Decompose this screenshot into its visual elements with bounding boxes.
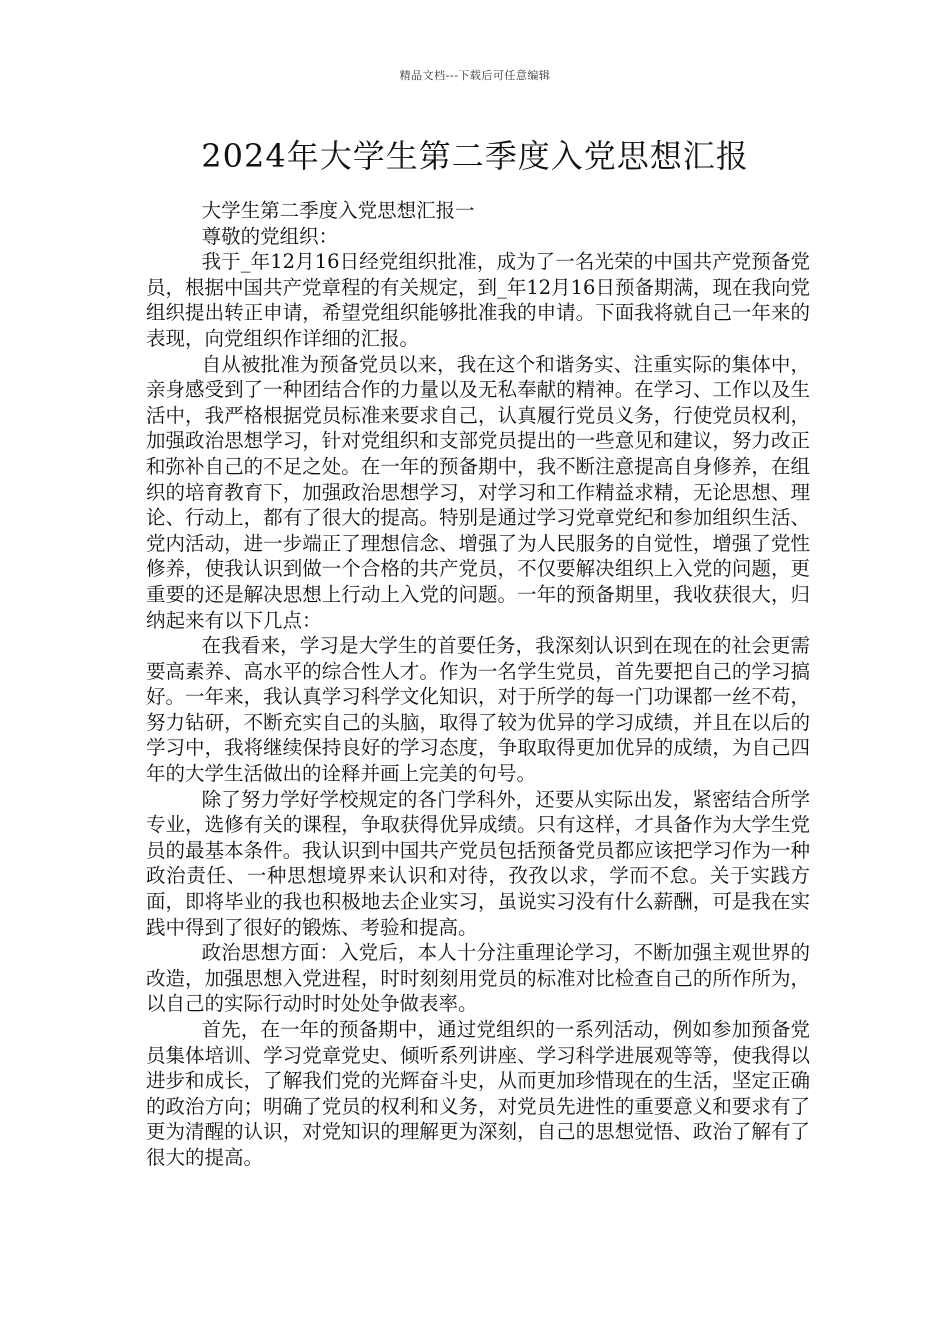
paragraph: 首先，在一年的预备期中，通过党组织的一系列活动，例如参加预备党员集体培训、学习党章党史、倾听系列讲座、学习科学进展观等等，使我得以进步和成长，了解我们党的光辉奋斗史，从而更加珍惜现在的生活，坚定正确的政治方向；明确了党员的权利和义务，对党员先进性的重要意义和要求有了更为清醒的认识，对党知识的理解更为深刻，自己的思想觉悟、政治了解有了很大的提高。 bbox=[146, 1018, 810, 1169]
document-title: 2024年大学生第二季度入党思想汇报 bbox=[201, 137, 749, 175]
subtitle-line: 大学生第二季度入党思想汇报一 bbox=[201, 199, 475, 222]
header-note: 精品文档---下载后可任意编辑 bbox=[399, 69, 551, 82]
document-body bbox=[146, 198, 810, 1171]
paragraph: 我于_年12月16日经党组织批准，成为了一名光荣的中国共产党预备党员，根据中国共产党章程的有关规定，到_年12月16日预备期满，现在我向党组织提出转正申请，希望党组织能够批准我的申请。下面我将就自己一年来的表现，向党组织作详细的汇报。 bbox=[146, 250, 810, 350]
paragraph: 自从被批准为预备党员以来，我在这个和谐务实、注重实际的集体中，亲身感受到了一种团结合作的力量以及无私奉献的精神。在学习、工作以及生活中，我严格根据党员标准来要求自己，认真履行党员义务，行使党员权利，加强政治思想学习，针对党组织和支部党员提出的一些意见和建议，努力改正和弥补自己的不足之处。在一年的预备期中，我不断注意提高自身修养，在组织的培育教育下，加强政治思想学习，对学习和工作精益求精，无论思想、理论、行动上，都有了很大的提高。特别是通过学习党章党纪和参加组织生活、党内活动，进一步端正了理想信念、增强了为人民服务的自觉性，增强了党性修养，使我认识到做一个合格的共产党员，不仅要解决组织上入党的问题，更重要的还是解决思想上行动上入党的问题。一年的预备期里，我收获很大，归纳起来有以下几点： bbox=[146, 352, 810, 632]
paragraph: 除了努力学好学校规定的各门学科外，还要从实际出发，紧密结合所学专业，选修有关的课程，争取获得优异成绩。只有这样，才具备作为大学生党员的最基本条件。我认识到中国共产党员包括预备党员都应该把学习作为一种政治责任、一种思想境界来认识和对待，孜孜以求，学而不怠。关于实践方面，即将毕业的我也积极地去企业实习，虽说实习没有什么薪酬，可是我在实践中得到了很好的锻炼、考验和提高。 bbox=[146, 787, 810, 939]
paragraph: 在我看来，学习是大学生的首要任务，我深刻认识到在现在的社会更需要高素养、高水平的综合性人才。作为一名学生党员，首先要把自己的学习搞好。一年来，我认真学习科学文化知识，对于所学的每一门功课都一丝不苟，努力钻研，不断充实自己的头脑，取得了较为优异的学习成绩，并且在以后的学习中，我将继续保持良好的学习态度，争取取得更加优异的成绩，为自己四年的大学生活做出的诠释并画上完美的句号。 bbox=[146, 634, 810, 786]
paragraph: 政治思想方面：入党后，本人十分注重理论学习，不断加强主观世界的改造，加强思想入党进程，时时刻刻用党员的标准对比检查自己的所作所为，以自己的实际行动时时处处争做表率。 bbox=[146, 941, 810, 1016]
salutation: 尊敬的党组织： bbox=[201, 224, 339, 248]
